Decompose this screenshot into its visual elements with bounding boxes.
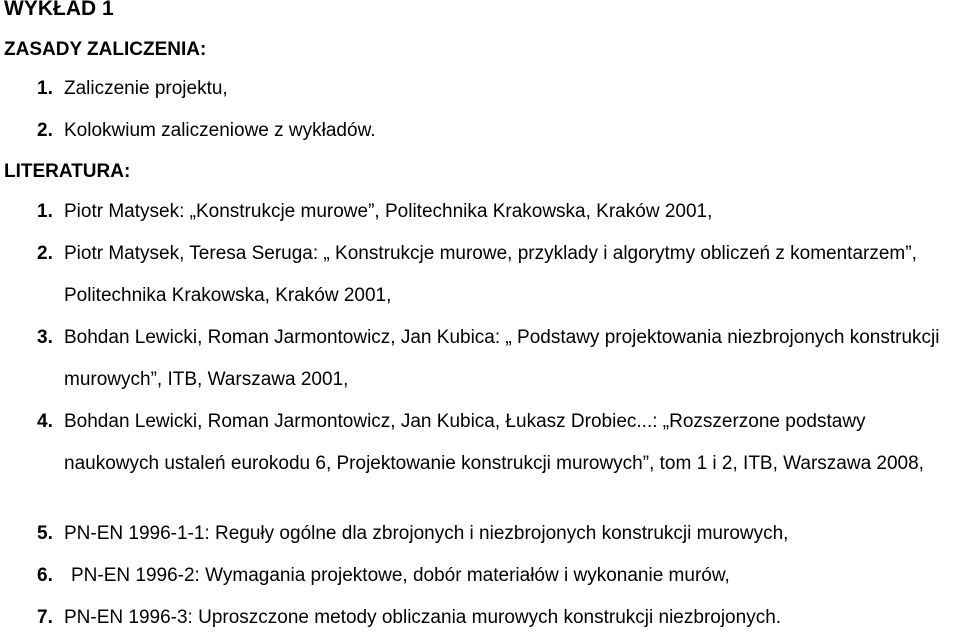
- page-title: WYKŁAD 1: [4, 0, 114, 20]
- list-item-text: PN-EN 1996-3: Uproszczone metody obliczania murowych konstrukcji niezbrojonych.: [64, 607, 782, 628]
- list-item-text: Kolokwium zaliczeniowe z wykładów.: [64, 120, 376, 141]
- list-item-number: 2.: [37, 243, 53, 264]
- list-item: [37, 110, 960, 152]
- section-heading-literatura: LITERATURA:: [4, 161, 131, 182]
- list-item-number: 3.: [37, 327, 53, 348]
- bibliography-item: [37, 513, 960, 555]
- list-item-text: Piotr Matysek, Teresa Seruga: „ Konstrukcje murowe, przyklady i algorytmy obliczeń z komentarzem”, Politechnika Krakowska, Kraków 2001,: [64, 243, 917, 306]
- bibliography-item: [37, 233, 960, 317]
- list-item-text: PN-EN 1996-1-1: Reguły ogólne dla zbrojonych i niezbrojonych konstrukcji murowych,: [64, 523, 789, 544]
- bibliography-item: [37, 401, 960, 485]
- section-heading-zasady: ZASADY ZALICZENIA:: [4, 39, 207, 60]
- list-item-text: PN-EN 1996-2: Wymagania projektowe, dobór materiałów i wykonanie murów,: [71, 565, 730, 586]
- list-item-number: 2.: [37, 120, 53, 141]
- list-item-text: Bohdan Lewicki, Roman Jarmontowicz, Jan Kubica: „ Podstawy projektowania niezbrojonych konstrukcji murowych”, ITB, Warszawa 2001,: [64, 327, 940, 390]
- list-item: [37, 68, 960, 110]
- list-item-number: 7.: [37, 607, 53, 628]
- bibliography-item: [37, 555, 960, 597]
- list-item-number: 5.: [37, 523, 53, 544]
- bibliography-item: [37, 191, 960, 233]
- list-item-number: 4.: [37, 411, 53, 432]
- list-item-text: Zaliczenie projektu,: [64, 78, 228, 99]
- bibliography-item: [37, 597, 960, 639]
- list-item-number: 1.: [37, 201, 53, 222]
- list-item-text: Bohdan Lewicki, Roman Jarmontowicz, Jan Kubica, Łukasz Drobiec...: „Rozszerzone podstawy naukowych ustaleń eurokodu 6, Projektowanie konstrukcji murowych”, tom 1 i 2, ITB, Warszawa 2008,: [64, 411, 924, 474]
- list-item-text: Piotr Matysek: „Konstrukcje murowe”, Politechnika Krakowska, Kraków 2001,: [64, 201, 713, 222]
- list-item-number: 6.: [37, 565, 53, 586]
- bibliography-item: [37, 317, 960, 401]
- list-item-number: 1.: [37, 78, 53, 99]
